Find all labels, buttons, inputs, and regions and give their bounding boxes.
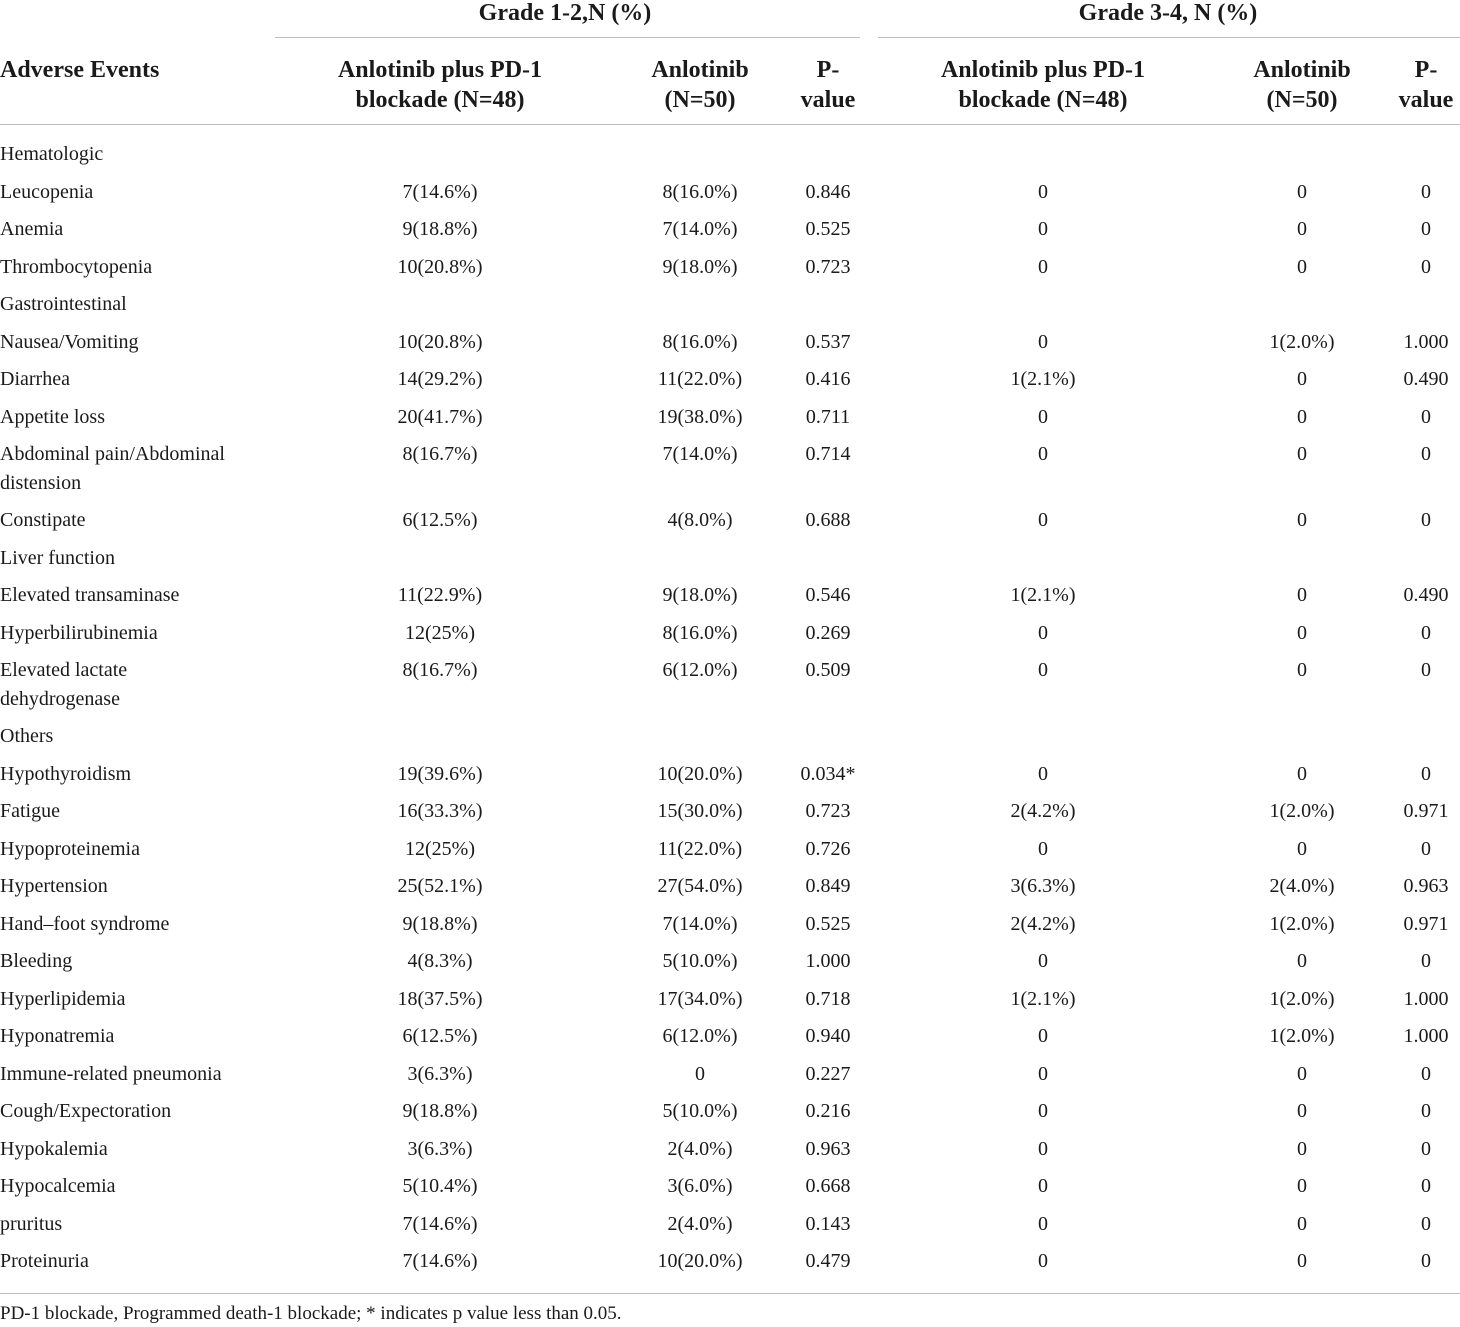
g12-anlotinib-pd1-cell: 11(22.9%): [397, 584, 483, 606]
g34-anlotinib-cell: 1(2.0%): [1269, 800, 1335, 822]
g12-pvalue-cell: 0.711: [805, 405, 851, 428]
g34-anlotinib-cell: 0: [1297, 218, 1307, 240]
g12-anlotinib-pd1-cell: 8(16.7%): [402, 443, 478, 465]
g12-anlotinib-pd1-cell: 25(52.1%): [397, 875, 483, 897]
g34-anlotinib-cell: 0: [1297, 621, 1307, 644]
header-line-1: Anlotinib plus PD-1: [337, 57, 543, 83]
column-header-adverse-events-text: Adverse Events: [0, 57, 160, 83]
g12-pvalue-cell: 0.849: [805, 875, 851, 897]
g34-pvalue-cell: 1.000: [1403, 1025, 1449, 1047]
g34-anlotinib-cell: 0: [1297, 368, 1307, 390]
g12-anlotinib-cell: 4(8.0%): [667, 509, 733, 531]
table-row: [0, 870, 1460, 908]
g12-anlotinib-cell: 11(22.0%): [657, 837, 743, 860]
table-row: [0, 326, 1460, 364]
g34-anlotinib-cell: 0: [1297, 443, 1307, 465]
g34-pvalue-cell: 0.963: [1403, 875, 1449, 897]
table-row: [0, 1095, 1460, 1133]
section-label: Liver function: [0, 546, 115, 569]
adverse-event-label: Fatigue: [0, 800, 60, 822]
g34-pvalue-cell: 0: [1421, 405, 1431, 428]
column-header-g12-anlotinib: [620, 55, 780, 115]
table-row: [0, 1208, 1460, 1246]
g12-pvalue-cell: 0.723: [805, 800, 851, 822]
g34-pvalue-cell: 0: [1421, 1100, 1431, 1122]
g12-pvalue-cell: 0.216: [805, 1100, 851, 1122]
g34-pvalue-cell: 0: [1421, 509, 1431, 531]
g34-pvalue-cell: 0: [1421, 1212, 1431, 1235]
g34-anlotinib-cell: 0: [1297, 255, 1307, 278]
g12-anlotinib-pd1-cell: 12(25%): [405, 621, 475, 644]
g12-anlotinib-pd1-cell: 7(14.6%): [402, 1212, 478, 1235]
g12-anlotinib-cell: 15(30.0%): [657, 800, 743, 822]
header-line-2: value: [800, 87, 856, 113]
g12-anlotinib-pd1-cell: 10(20.8%): [397, 255, 483, 278]
g12-pvalue-cell: 0.940: [805, 1025, 851, 1047]
g34-anlotinib-pd1-cell: 0: [1038, 405, 1048, 428]
g12-anlotinib-pd1-cell: 8(16.7%): [402, 659, 478, 681]
g12-anlotinib-pd1-cell: 3(6.3%): [407, 1062, 473, 1085]
g12-anlotinib-cell: 6(12.0%): [662, 659, 738, 681]
g34-pvalue-cell: 0.971: [1403, 800, 1449, 822]
adverse-event-label: Hypokalemia: [0, 1137, 108, 1160]
g12-anlotinib-pd1-cell: 9(18.8%): [402, 218, 478, 240]
table-row: [0, 617, 1460, 655]
table-bottom-rule: [0, 1293, 1460, 1294]
g34-pvalue-cell: 0: [1421, 1062, 1431, 1085]
g12-anlotinib-pd1-cell: 9(18.8%): [402, 912, 478, 935]
g12-pvalue-cell: 0.714: [805, 443, 851, 465]
adverse-event-label: Diarrhea: [0, 368, 70, 390]
g34-anlotinib-pd1-cell: 1(2.1%): [1010, 987, 1076, 1010]
g34-anlotinib-pd1-cell: 0: [1038, 509, 1048, 531]
table-row: [0, 438, 1460, 504]
g34-anlotinib-cell: 0: [1297, 837, 1307, 860]
g34-pvalue-cell: 0: [1421, 762, 1431, 785]
table-body: [0, 138, 1460, 1283]
column-header-adverse-events: [0, 55, 260, 85]
adverse-event-label: Hypocalcemia: [0, 1175, 116, 1197]
header-bottom-rule: [0, 124, 1460, 125]
g12-anlotinib-pd1-cell: 6(12.5%): [402, 1025, 478, 1047]
section-row: [0, 720, 1460, 758]
adverse-event-label: Hyponatremia: [0, 1025, 115, 1047]
g12-anlotinib-cell: 5(10.0%): [662, 950, 738, 972]
g34-anlotinib-cell: 0: [1297, 1250, 1307, 1272]
g34-pvalue-cell: 0: [1421, 180, 1431, 203]
g34-anlotinib-pd1-cell: 0: [1038, 659, 1048, 681]
adverse-event-label: Elevated transaminase: [0, 584, 180, 606]
g34-anlotinib-cell: 0: [1297, 1137, 1307, 1160]
g12-pvalue-cell: 0.537: [805, 330, 851, 353]
section-label: Gastrointestinal: [0, 293, 127, 315]
g34-anlotinib-cell: 0: [1297, 659, 1307, 681]
adverse-event-label: Immune-related pneumonia: [0, 1062, 222, 1085]
g34-anlotinib-pd1-cell: 3(6.3%): [1010, 875, 1076, 897]
g34-anlotinib-pd1-cell: 1(2.1%): [1010, 584, 1076, 606]
column-header-g34-pvalue: [1392, 55, 1460, 115]
g34-pvalue-cell: 0: [1421, 443, 1431, 465]
g12-anlotinib-pd1-cell: 9(18.8%): [402, 1100, 478, 1122]
g12-anlotinib-pd1-cell: 14(29.2%): [397, 368, 483, 390]
g12-anlotinib-cell: 7(14.0%): [662, 218, 738, 240]
header-line-1: Anlotinib plus PD-1: [940, 57, 1146, 83]
header-line-1: Anlotinib: [1253, 57, 1351, 83]
g12-pvalue-cell: 0.269: [805, 621, 851, 644]
g12-anlotinib-cell: 9(18.0%): [662, 255, 738, 278]
g34-anlotinib-pd1-cell: 0: [1038, 1025, 1048, 1047]
g12-anlotinib-cell: 0: [695, 1062, 705, 1085]
adverse-event-label: Abdominal pain/Abdominal distension: [0, 443, 225, 494]
g34-pvalue-cell: 0.490: [1403, 368, 1449, 390]
adverse-event-label: Leucopenia: [0, 180, 94, 203]
g34-anlotinib-pd1-cell: 0: [1038, 837, 1048, 860]
g34-anlotinib-cell: 0: [1297, 1175, 1307, 1197]
table-row: [0, 213, 1460, 251]
g34-anlotinib-pd1-cell: 0: [1038, 255, 1048, 278]
g34-anlotinib-pd1-cell: 0: [1038, 1250, 1048, 1272]
g12-pvalue-cell: 0.846: [805, 180, 851, 203]
g12-pvalue-cell: 0.034*: [800, 762, 856, 785]
g12-anlotinib-cell: 2(4.0%): [667, 1137, 733, 1160]
column-header-g12-anlotinib-pd1: [300, 55, 580, 115]
g34-pvalue-cell: 1.000: [1403, 330, 1449, 353]
group-1-rule: [275, 37, 860, 38]
section-label: Hematologic: [0, 143, 104, 165]
adverse-event-label: Hypoproteinemia: [0, 837, 140, 860]
g34-anlotinib-pd1-cell: 0: [1038, 762, 1048, 785]
adverse-event-label: Proteinuria: [0, 1250, 89, 1272]
g34-anlotinib-pd1-cell: 0: [1038, 443, 1048, 465]
g34-anlotinib-pd1-cell: 0: [1038, 180, 1048, 203]
g12-pvalue-cell: 0.546: [805, 584, 851, 606]
g34-pvalue-cell: 0: [1421, 1137, 1431, 1160]
g34-anlotinib-cell: 0: [1297, 509, 1307, 531]
table-footnote: PD-1 blockade, Programmed death-1 blockade; * indicates p value less than 0.05.: [0, 1303, 622, 1324]
header-line-2: (N=50): [664, 87, 736, 113]
g34-pvalue-cell: 0.490: [1403, 584, 1449, 606]
g34-pvalue-cell: 1.000: [1403, 987, 1449, 1010]
header-line-2: blockade (N=48): [958, 87, 1128, 113]
g12-anlotinib-cell: 27(54.0%): [657, 875, 743, 897]
header-line-2: value: [1398, 87, 1454, 113]
g34-pvalue-cell: 0: [1421, 255, 1431, 278]
g34-anlotinib-cell: 2(4.0%): [1269, 875, 1335, 897]
g12-pvalue-cell: 1.000: [805, 950, 851, 972]
g34-anlotinib-cell: 1(2.0%): [1269, 912, 1335, 935]
table-row: [0, 983, 1460, 1021]
table-row: [0, 1170, 1460, 1208]
adverse-event-label: Hypothyroidism: [0, 762, 132, 785]
g34-anlotinib-cell: 0: [1297, 1062, 1307, 1085]
g34-pvalue-cell: 0: [1421, 659, 1431, 681]
g12-anlotinib-cell: 17(34.0%): [657, 987, 743, 1010]
header-line-2: blockade (N=48): [355, 87, 525, 113]
g34-anlotinib-pd1-cell: 0: [1038, 1212, 1048, 1235]
adverse-event-label: Hyperbilirubinemia: [0, 621, 158, 644]
g12-pvalue-cell: 0.718: [805, 987, 851, 1010]
g12-pvalue-cell: 0.143: [805, 1212, 851, 1235]
table-row: [0, 1058, 1460, 1096]
g34-pvalue-cell: 0.971: [1403, 912, 1449, 935]
adverse-event-label: Nausea/Vomiting: [0, 330, 139, 353]
table-row: [0, 908, 1460, 946]
g34-pvalue-cell: 0: [1421, 1175, 1431, 1197]
g34-anlotinib-cell: 0: [1297, 180, 1307, 203]
g12-anlotinib-pd1-cell: 18(37.5%): [397, 987, 483, 1010]
g12-anlotinib-cell: 5(10.0%): [662, 1100, 738, 1122]
table-row: [0, 1245, 1460, 1283]
adverse-event-label: Elevated lactate dehydrogenase: [0, 659, 128, 710]
g34-anlotinib-pd1-cell: 0: [1038, 1100, 1048, 1122]
g12-pvalue-cell: 0.479: [805, 1250, 851, 1272]
g34-anlotinib-cell: 0: [1297, 584, 1307, 606]
g12-anlotinib-pd1-cell: 12(25%): [405, 837, 475, 860]
g12-anlotinib-pd1-cell: 4(8.3%): [407, 950, 473, 972]
header-line-1: P-: [1414, 57, 1438, 83]
g34-anlotinib-cell: 1(2.0%): [1269, 330, 1335, 353]
table-row: [0, 654, 1460, 720]
g34-anlotinib-pd1-cell: 0: [1038, 330, 1048, 353]
g12-anlotinib-cell: 10(20.0%): [657, 1250, 743, 1272]
g34-anlotinib-pd1-cell: 0: [1038, 1062, 1048, 1085]
group-header-grade-1-2: Grade 1-2,N (%): [478, 0, 652, 26]
g12-anlotinib-cell: 8(16.0%): [662, 621, 738, 644]
g12-anlotinib-cell: 6(12.0%): [662, 1025, 738, 1047]
g34-anlotinib-cell: 1(2.0%): [1269, 1025, 1335, 1047]
g34-anlotinib-pd1-cell: 2(4.2%): [1010, 912, 1076, 935]
column-header-g34-anlotinib-pd1: [900, 55, 1186, 115]
g12-anlotinib-cell: 7(14.0%): [662, 443, 738, 465]
g34-anlotinib-pd1-cell: 0: [1038, 1137, 1048, 1160]
g12-anlotinib-cell: 8(16.0%): [662, 180, 738, 203]
table-row: [0, 363, 1460, 401]
g12-pvalue-cell: 0.668: [805, 1175, 851, 1197]
g12-anlotinib-pd1-cell: 20(41.7%): [397, 405, 483, 428]
table-row: [0, 251, 1460, 289]
adverse-event-label: Cough/Expectoration: [0, 1100, 172, 1122]
g12-anlotinib-pd1-cell: 5(10.4%): [402, 1175, 478, 1197]
table-row: [0, 758, 1460, 796]
section-row: [0, 542, 1460, 580]
table-row: [0, 176, 1460, 214]
table-row: [0, 1020, 1460, 1058]
g34-pvalue-cell: 0: [1421, 1250, 1431, 1272]
header-line-2: (N=50): [1266, 87, 1338, 113]
adverse-event-label: Hypertension: [0, 875, 108, 897]
adverse-event-label: Thrombocytopenia: [0, 255, 153, 278]
g12-pvalue-cell: 0.416: [805, 368, 851, 390]
g34-pvalue-cell: 0: [1421, 950, 1431, 972]
group-header-grade-3-4: Grade 3-4, N (%): [1078, 0, 1258, 26]
g12-anlotinib-cell: 7(14.0%): [662, 912, 738, 935]
adverse-event-label: Constipate: [0, 509, 86, 531]
g12-pvalue-cell: 0.723: [805, 255, 851, 278]
table-row: [0, 945, 1460, 983]
g12-anlotinib-pd1-cell: 3(6.3%): [407, 1137, 473, 1160]
g12-anlotinib-cell: 8(16.0%): [662, 330, 738, 353]
g12-pvalue-cell: 0.963: [805, 1137, 851, 1160]
g34-pvalue-cell: 0: [1421, 621, 1431, 644]
g12-pvalue-cell: 0.525: [805, 218, 851, 240]
g12-anlotinib-cell: 2(4.0%): [667, 1212, 733, 1235]
table-row: [0, 504, 1460, 542]
g34-anlotinib-pd1-cell: 0: [1038, 950, 1048, 972]
g12-anlotinib-pd1-cell: 19(39.6%): [397, 762, 483, 785]
g34-anlotinib-pd1-cell: 0: [1038, 1175, 1048, 1197]
header-line-1: P-: [816, 57, 840, 83]
section-label: Others: [0, 725, 54, 747]
g12-anlotinib-cell: 10(20.0%): [657, 762, 743, 785]
g12-anlotinib-pd1-cell: 16(33.3%): [397, 800, 483, 822]
g12-pvalue-cell: 0.726: [805, 837, 851, 860]
g34-pvalue-cell: 0: [1421, 218, 1431, 240]
g12-pvalue-cell: 0.688: [805, 509, 851, 531]
table-row: [0, 795, 1460, 833]
g34-anlotinib-cell: 0: [1297, 762, 1307, 785]
g12-anlotinib-cell: 3(6.0%): [667, 1175, 733, 1197]
g12-anlotinib-cell: 11(22.0%): [657, 368, 743, 390]
adverse-event-label: Hyperlipidemia: [0, 987, 126, 1010]
g12-anlotinib-pd1-cell: 7(14.6%): [402, 1250, 478, 1272]
table-row: [0, 1133, 1460, 1171]
g34-anlotinib-pd1-cell: 1(2.1%): [1010, 368, 1076, 390]
g12-anlotinib-cell: 19(38.0%): [657, 405, 743, 428]
adverse-event-label: Hand–foot syndrome: [0, 912, 170, 935]
g34-anlotinib-pd1-cell: 2(4.2%): [1010, 800, 1076, 822]
g34-anlotinib-cell: 0: [1297, 405, 1307, 428]
table-row: [0, 401, 1460, 439]
adverse-event-label: Anemia: [0, 218, 64, 240]
g34-anlotinib-cell: 0: [1297, 950, 1307, 972]
g12-anlotinib-pd1-cell: 10(20.8%): [397, 330, 483, 353]
header-line-1: Anlotinib: [651, 57, 749, 83]
group-2-rule: [878, 37, 1460, 38]
g12-anlotinib-cell: 9(18.0%): [662, 584, 738, 606]
g12-pvalue-cell: 0.525: [805, 912, 851, 935]
g34-pvalue-cell: 0: [1421, 837, 1431, 860]
g12-anlotinib-pd1-cell: 6(12.5%): [402, 509, 478, 531]
adverse-event-label: Appetite loss: [0, 405, 105, 428]
g34-anlotinib-pd1-cell: 0: [1038, 218, 1048, 240]
g12-anlotinib-pd1-cell: 7(14.6%): [402, 180, 478, 203]
section-row: [0, 288, 1460, 326]
g34-anlotinib-cell: 0: [1297, 1212, 1307, 1235]
table-row: [0, 579, 1460, 617]
g12-pvalue-cell: 0.227: [805, 1062, 851, 1085]
adverse-event-label: Bleeding: [0, 950, 73, 972]
column-header-g34-anlotinib: [1222, 55, 1382, 115]
adverse-event-label: pruritus: [0, 1212, 63, 1235]
section-row: [0, 138, 1460, 176]
column-header-g12-pvalue: [790, 55, 866, 115]
table-row: [0, 833, 1460, 871]
g34-anlotinib-cell: 0: [1297, 1100, 1307, 1122]
g34-anlotinib-cell: 1(2.0%): [1269, 987, 1335, 1010]
g12-pvalue-cell: 0.509: [805, 659, 851, 681]
g34-anlotinib-pd1-cell: 0: [1038, 621, 1048, 644]
